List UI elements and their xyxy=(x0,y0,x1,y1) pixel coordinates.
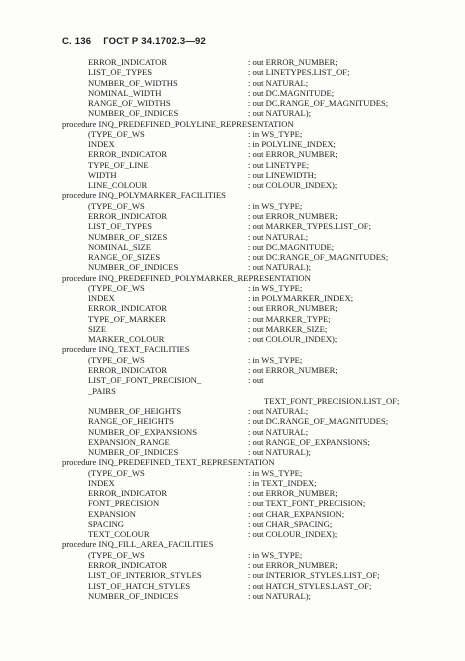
parameter-name: RANGE_OF_HEIGHTS xyxy=(88,416,174,427)
parameter-mode-type: : out ERROR_NUMBER; xyxy=(248,303,338,314)
parameter-name: NUMBER_OF_INDICES xyxy=(88,262,179,273)
parameter-line xyxy=(62,98,452,108)
parameter-line xyxy=(62,560,452,570)
parameter-line xyxy=(62,519,452,529)
parameter-line xyxy=(62,180,452,190)
parameter-mode-type: : out MARKER_SIZE; xyxy=(248,323,328,334)
parameter-name: INDEX xyxy=(88,293,115,304)
parameter-name: NUMBER_OF_INDICES xyxy=(88,590,179,601)
parameter-name: NUMBER_OF_HEIGHTS xyxy=(88,406,182,417)
parameter-name: TYPE_OF_LINE xyxy=(88,159,149,170)
parameter-mode-type: : out LINETYPE; xyxy=(248,159,310,170)
parameter-line xyxy=(62,570,452,580)
parameter-line xyxy=(62,468,452,478)
parameter-name: (TYPE_OF_WS xyxy=(88,354,145,365)
parameter-name: (TYPE_OF_WS xyxy=(88,200,145,211)
parameter-name: ERROR_INDICATOR xyxy=(88,210,168,221)
parameter-line xyxy=(62,437,452,447)
parameter-line xyxy=(62,201,452,211)
parameter-mode-type: : out COLOUR_INDEX); xyxy=(248,334,338,345)
parameter-line xyxy=(62,211,452,221)
parameter-name: (TYPE_OF_WS xyxy=(88,467,145,478)
parameter-line xyxy=(62,488,452,498)
parameter-mode-type: : in POLYMARKER_INDEX; xyxy=(248,293,354,304)
parameter-line xyxy=(62,550,452,560)
parameter-mode-type: : out NATURAL; xyxy=(248,406,309,417)
parameter-name: NUMBER_OF_WIDTHS xyxy=(88,77,178,88)
parameter-mode-type: : in WS_TYPE; xyxy=(248,467,303,478)
parameter-name: WIDTH xyxy=(88,169,117,180)
procedure-signature: procedure INQ_POLYMARKER_FACILITIES xyxy=(62,190,226,201)
parameter-line xyxy=(62,509,452,519)
procedure-declaration-line xyxy=(62,119,452,129)
code-listing xyxy=(62,57,452,601)
parameter-mode-type: : out MARKER_TYPES.LIST_OF; xyxy=(248,221,371,232)
parameter-line xyxy=(62,88,452,98)
parameter-name: RANGE_OF_WIDTHS xyxy=(88,98,171,109)
procedure-signature: procedure INQ_PREDEFINED_POLYMARKER_REPRESENTATION xyxy=(62,272,311,283)
parameter-line xyxy=(62,149,452,159)
parameter-mode-type: TEXT_FONT_PRECISION.LIST_OF; xyxy=(264,395,400,406)
parameter-mode-type: : out ERROR_NUMBER; xyxy=(248,149,338,160)
parameter-mode-type: : in WS_TYPE; xyxy=(248,200,303,211)
parameter-line xyxy=(62,283,452,293)
parameter-mode-type: : out COLOUR_INDEX); xyxy=(248,529,338,540)
parameter-name: _PAIRS xyxy=(88,385,116,396)
parameter-name: SIZE xyxy=(88,323,107,334)
parameter-name: LIST_OF_FONT_PRECISION_ xyxy=(88,375,202,386)
parameter-name: INDEX xyxy=(88,477,115,488)
parameter-line xyxy=(62,447,452,457)
parameter-mode-type: : out HATCH_STYLES.LAST_OF; xyxy=(248,580,372,591)
parameter-line xyxy=(62,293,452,303)
parameter-mode-type: : out COLOUR_INDEX); xyxy=(248,180,338,191)
parameter-line xyxy=(62,324,452,334)
page-header xyxy=(62,36,206,47)
parameter-name: NOMINAL_SIZE xyxy=(88,241,152,252)
parameter-name: ERROR_INDICATOR xyxy=(88,149,168,160)
parameter-mode-type: : out xyxy=(248,375,264,386)
parameter-name: (TYPE_OF_WS xyxy=(88,128,145,139)
parameter-line xyxy=(62,67,452,77)
parameter-name: ERROR_INDICATOR xyxy=(88,364,168,375)
parameter-line xyxy=(62,262,452,272)
standard-designation: ГОСТ Р 34.1702.3—92 xyxy=(103,36,207,47)
parameter-mode-type: : out NATURAL; xyxy=(248,77,309,88)
parameter-name: NUMBER_OF_INDICES xyxy=(88,108,179,119)
parameter-mode-type: : in WS_TYPE; xyxy=(248,282,303,293)
parameter-mode-type: : out NATURAL; xyxy=(248,426,309,437)
parameter-mode-type: : out MARKER_TYPE; xyxy=(248,313,331,324)
parameter-mode-type: : out NATURAL); xyxy=(248,447,312,458)
parameter-line xyxy=(62,303,452,313)
parameter-name: NUMBER_OF_INDICES xyxy=(88,447,179,458)
parameter-name: ERROR_INDICATOR xyxy=(88,57,168,67)
parameter-name: (TYPE_OF_WS xyxy=(88,549,145,560)
parameter-line xyxy=(62,160,452,170)
parameter-mode-type: : in POLYLINE_INDEX; xyxy=(248,139,336,150)
parameter-name: ERROR_INDICATOR xyxy=(88,303,168,314)
parameter-mode-type: : out NATURAL); xyxy=(248,590,312,601)
parameter-line xyxy=(62,396,452,406)
parameter-name: INDEX xyxy=(88,139,115,150)
parameter-mode-type: : in WS_TYPE; xyxy=(248,354,303,365)
parameter-line xyxy=(62,170,452,180)
parameter-line xyxy=(62,529,452,539)
parameter-name: LIST_OF_INTERIOR_STYLES xyxy=(88,570,202,581)
parameter-line xyxy=(62,427,452,437)
procedure-declaration-line xyxy=(62,539,452,549)
procedure-declaration-line xyxy=(62,190,452,200)
parameter-line xyxy=(62,365,452,375)
parameter-mode-type: : out CHAR_SPACING; xyxy=(248,518,333,529)
parameter-name: MARKER_COLOUR xyxy=(88,334,165,345)
parameter-mode-type: : in WS_TYPE; xyxy=(248,549,303,560)
parameter-line xyxy=(62,232,452,242)
parameter-line xyxy=(62,139,452,149)
parameter-mode-type: : in WS_TYPE; xyxy=(248,128,303,139)
parameter-mode-type: : out NATURAL; xyxy=(248,231,309,242)
parameter-name: NUMBER_OF_SIZES xyxy=(88,231,168,242)
parameter-mode-type: : out ERROR_NUMBER; xyxy=(248,560,338,571)
procedure-declaration-line xyxy=(62,344,452,354)
parameter-name: EXPANSION xyxy=(88,508,136,519)
parameter-line xyxy=(62,416,452,426)
procedure-declaration-line xyxy=(62,457,452,467)
parameter-mode-type: : out ERROR_NUMBER; xyxy=(248,488,338,499)
parameter-name: NOMINAL_WIDTH xyxy=(88,87,162,98)
parameter-line xyxy=(62,406,452,416)
parameter-mode-type: : out DC.MAGNITUDE; xyxy=(248,241,335,252)
parameter-mode-type: : out DC.RANGE_OF_MAGNITUDES; xyxy=(248,416,389,427)
parameter-line xyxy=(62,314,452,324)
procedure-signature: procedure INQ_FILL_AREA_FACILITIES xyxy=(62,539,214,550)
parameter-line xyxy=(62,591,452,601)
procedure-signature: procedure INQ_TEXT_FACILITIES xyxy=(62,344,190,355)
parameter-mode-type: : out NATURAL); xyxy=(248,108,312,119)
parameter-line xyxy=(62,355,452,365)
parameter-line xyxy=(62,498,452,508)
parameter-mode-type: : out NATURAL); xyxy=(248,262,312,273)
parameter-name: NUMBER_OF_EXPANSIONS xyxy=(88,426,198,437)
parameter-line xyxy=(62,108,452,118)
parameter-name: RANGE_OF_SIZES xyxy=(88,252,161,263)
parameter-line xyxy=(62,129,452,139)
parameter-name: LIST_OF_TYPES xyxy=(88,221,152,232)
parameter-line xyxy=(62,478,452,488)
parameter-name: ERROR_INDICATOR xyxy=(88,560,168,571)
parameter-line xyxy=(62,334,452,344)
parameter-name: EXPANSION_RANGE xyxy=(88,436,170,447)
parameter-name: SPACING xyxy=(88,518,124,529)
procedure-signature: procedure INQ_PREDEFINED_TEXT_REPRESENTATION xyxy=(62,457,275,468)
parameter-name: TEXT_COLOUR xyxy=(88,529,150,540)
parameter-name: LIST_OF_TYPES xyxy=(88,67,152,78)
parameter-mode-type: : in TEXT_INDEX; xyxy=(248,477,317,488)
page-number-label: С. 136 xyxy=(62,36,92,47)
parameter-mode-type: : out ERROR_NUMBER; xyxy=(248,210,338,221)
parameter-line xyxy=(62,78,452,88)
parameter-line xyxy=(62,221,452,231)
procedure-declaration-line xyxy=(62,273,452,283)
parameter-mode-type: : out LINEWIDTH; xyxy=(248,169,317,180)
parameter-name: LIST_OF_HATCH_STYLES xyxy=(88,580,191,591)
parameter-mode-type: : out DC.RANGE_OF_MAGNITUDES; xyxy=(248,98,389,109)
parameter-line xyxy=(62,386,452,396)
parameter-name: LINE_COLOUR xyxy=(88,180,148,191)
parameter-line xyxy=(62,242,452,252)
parameter-mode-type: : out ERROR_NUMBER; xyxy=(248,364,338,375)
parameter-mode-type: : out INTERIOR_STYLES.LIST_OF; xyxy=(248,570,380,581)
parameter-line xyxy=(62,375,452,385)
parameter-mode-type: : out RANGE_OF_EXPANSIONS; xyxy=(248,436,370,447)
parameter-mode-type: : out ERROR_NUMBER; xyxy=(248,57,338,67)
parameter-line xyxy=(62,252,452,262)
parameter-mode-type: : out CHAR_EXPANSION; xyxy=(248,508,345,519)
parameter-mode-type: : out LINETYPES.LIST_OF; xyxy=(248,67,350,78)
parameter-mode-type: : out DC.RANGE_OF_MAGNITUDES; xyxy=(248,252,389,263)
parameter-name: (TYPE_OF_WS xyxy=(88,282,145,293)
parameter-name: TYPE_OF_MARKER xyxy=(88,313,166,324)
parameter-name: ERROR_INDICATOR xyxy=(88,488,168,499)
parameter-name: FONT_PRECISION xyxy=(88,498,160,509)
parameter-mode-type: : out TEXT_FONT_PRECISION; xyxy=(248,498,366,509)
parameter-line xyxy=(62,57,452,67)
parameter-line xyxy=(62,581,452,591)
procedure-signature: procedure INQ_PREDEFINED_POLYLINE_REPRESENTATION xyxy=(62,118,294,129)
parameter-mode-type: : out DC.MAGNITUDE; xyxy=(248,87,335,98)
